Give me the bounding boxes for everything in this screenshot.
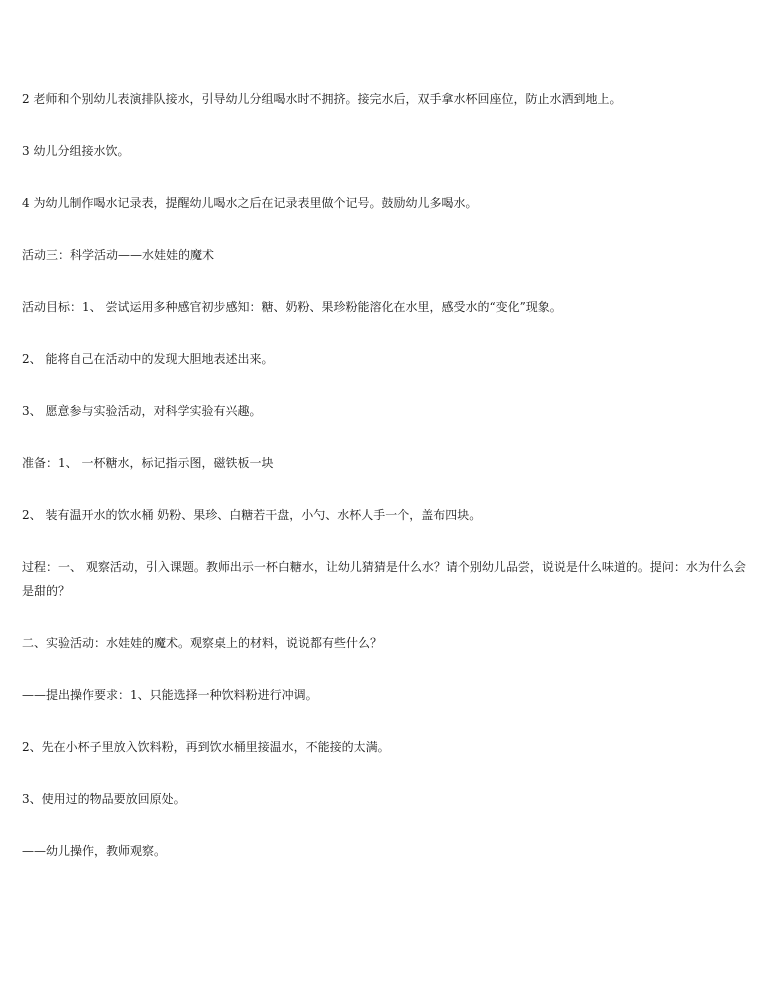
activity-goal-2: 2、 能将自己在活动中的发现大胆地表述出来。: [22, 352, 274, 366]
operation-requirement-3: 3、使用过的物品要放回原处。: [22, 792, 186, 806]
preparation-1: 准备：1、 一杯糖水，标记指示图，磁铁板一块: [22, 456, 274, 470]
activity-goal-3: 3、 愿意参与实验活动，对科学实验有兴趣。: [22, 404, 262, 418]
process-step-1: 过程：一、 观察活动，引入课题。教师出示一杯白糖水，让幼儿猜猜是什么水？请个别幼儿品尝，说说是什么味道的。提问：水为什么会是甜的？: [22, 560, 746, 598]
operation-requirement-1: ——提出操作要求：1、只能选择一种饮料粉进行冲调。: [22, 688, 318, 702]
activity-three-heading: 活动三：科学活动——水娃娃的魔术: [22, 248, 215, 262]
preparation-2: 2、 装有温开水的饮水桶 奶粉、果珍、白糖若干盘，小勺、水杯人手一个，盖布四块。: [22, 508, 482, 522]
process-step-2: 二、实验活动：水娃娃的魔术。观察桌上的材料，说说都有些什么？: [22, 636, 383, 650]
activity-goal-1: 活动目标：1、 尝试运用多种感官初步感知：糖、奶粉、果珍粉能溶化在水里，感受水的“变化”现象。: [22, 300, 562, 314]
operation-requirement-2: 2、先在小杯子里放入饮料粉，再到饮水桶里接温水，不能接的太满。: [22, 740, 390, 754]
paragraph-drinking-line-up: 2 老师和个别幼儿表演排队接水，引导幼儿分组喝水时不拥挤。接完水后，双手拿水杯回座位，防止水洒到地上。: [22, 92, 622, 106]
paragraph-group-drink: 3 幼儿分组接水饮。: [22, 144, 130, 158]
children-operate: ——幼儿操作，教师观察。: [22, 844, 167, 858]
paragraph-record-table: 4 为幼儿制作喝水记录表，提醒幼儿喝水之后在记录表里做个记号。鼓励幼儿多喝水。: [22, 196, 478, 210]
